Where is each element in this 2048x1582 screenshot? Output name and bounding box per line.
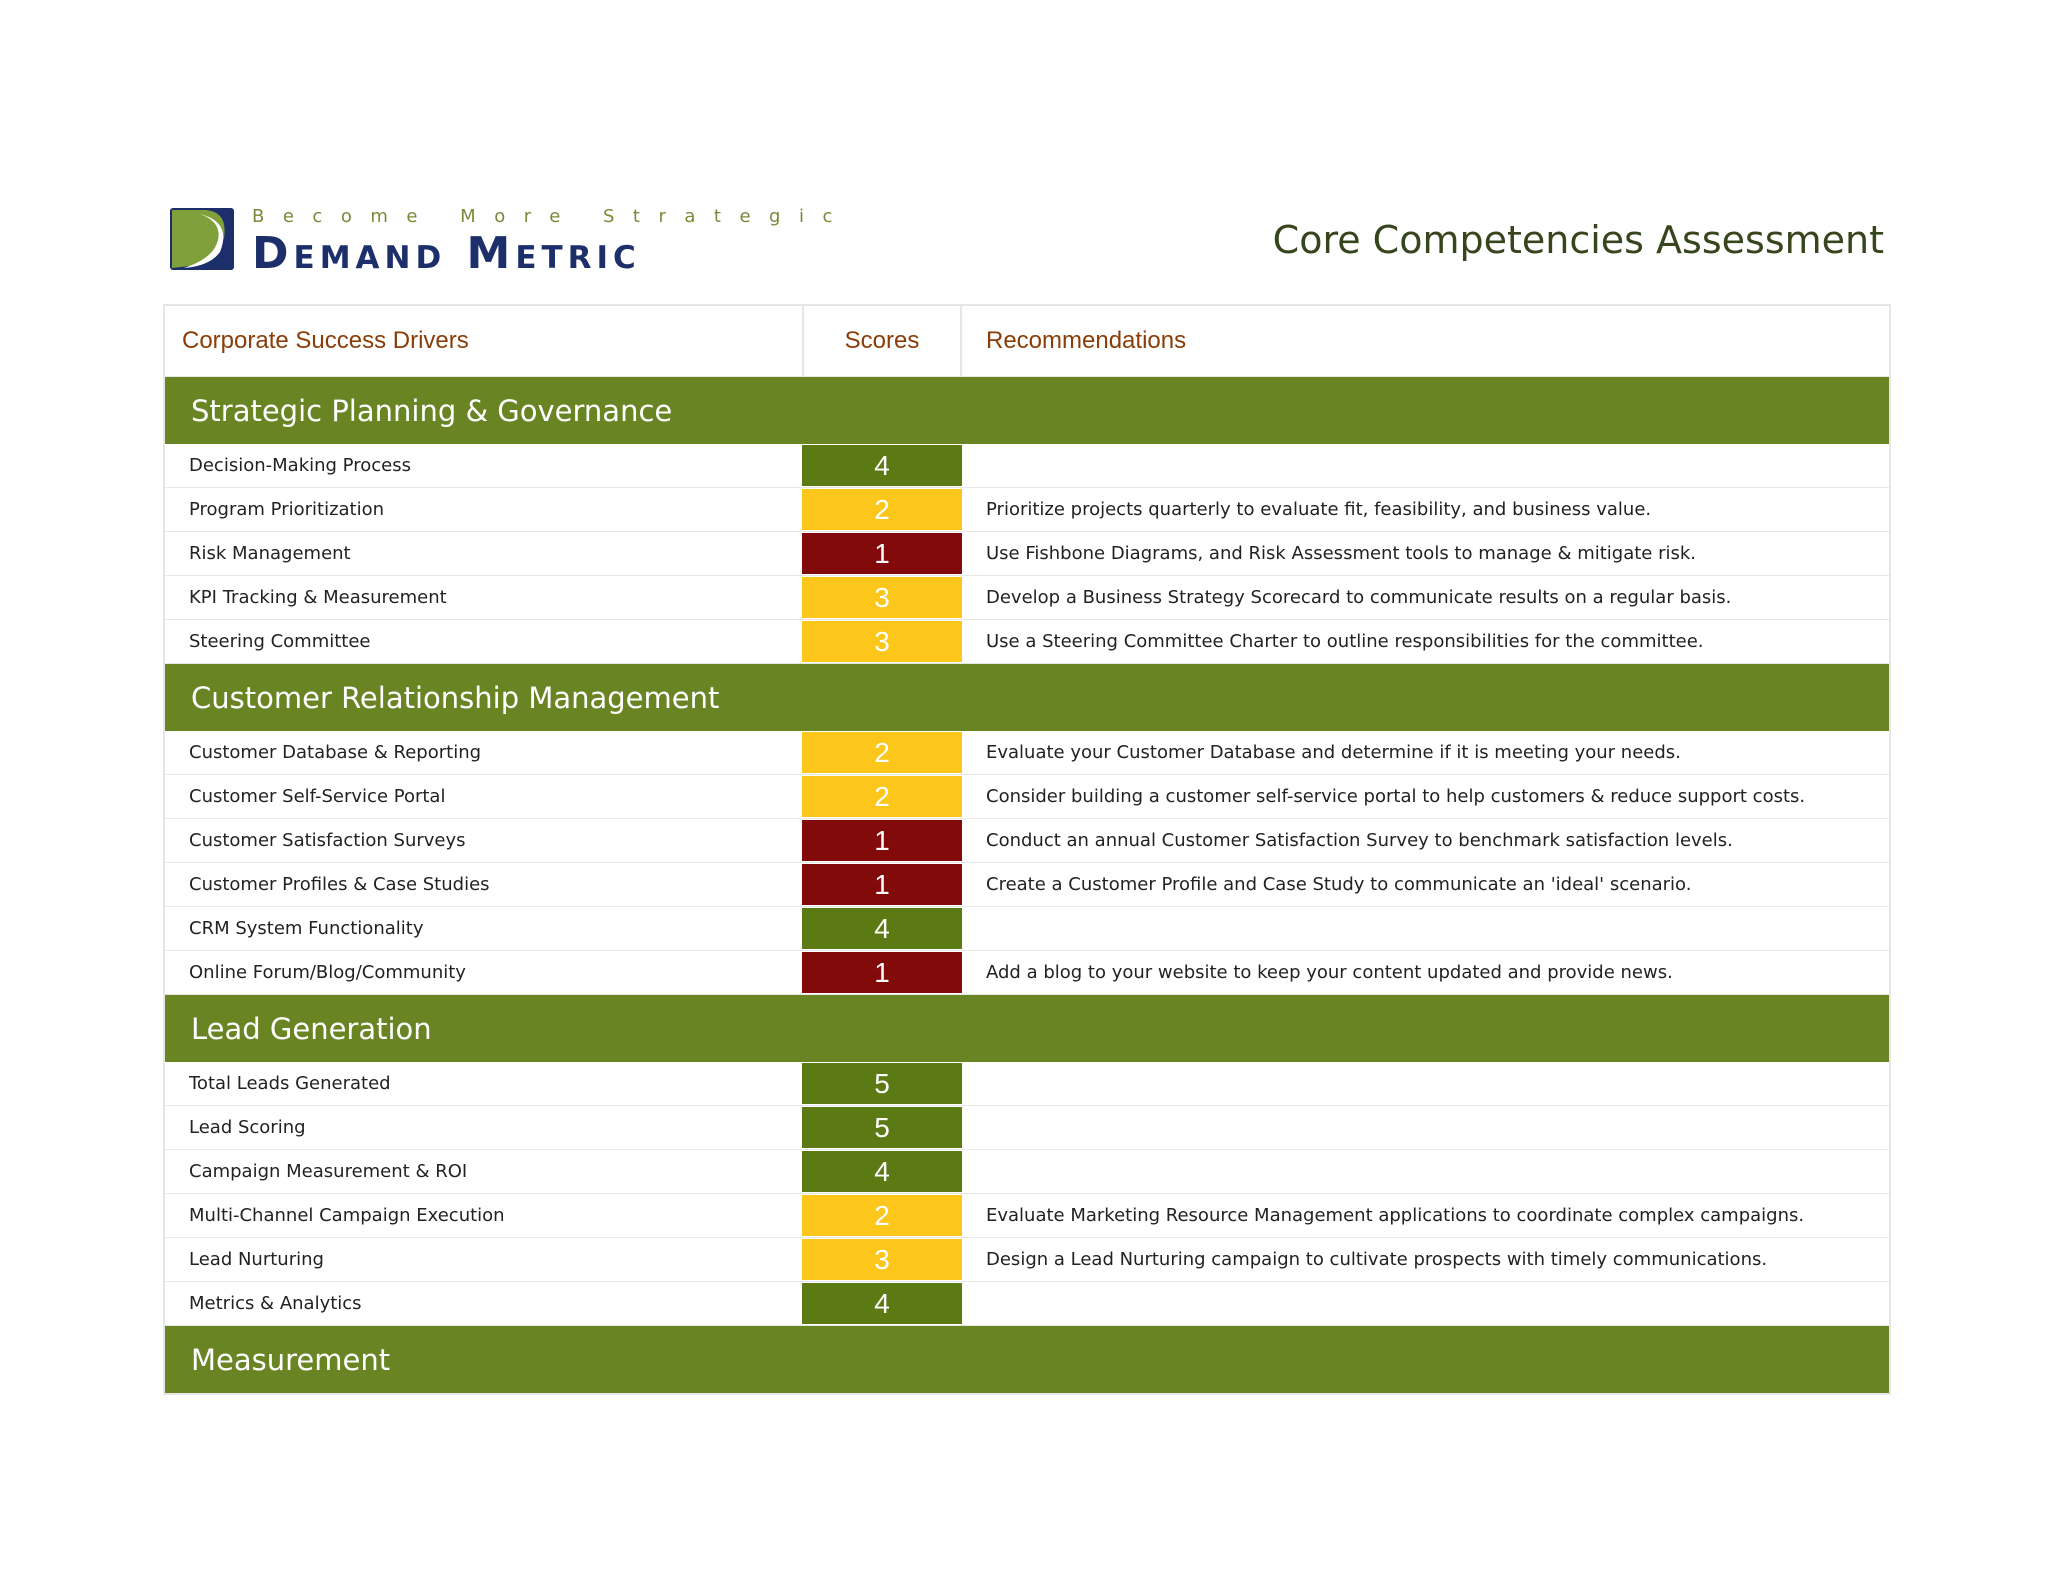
driver-cell: Customer Database & Reporting: [189, 742, 482, 763]
driver-cell: Risk Management: [189, 543, 351, 564]
driver-cell: Total Leads Generated: [189, 1073, 391, 1094]
score-cell: 2: [802, 1194, 962, 1237]
score-cell: 4: [802, 1150, 962, 1193]
score-cell: 1: [802, 951, 962, 994]
driver-cell: Online Forum/Blog/Community: [189, 962, 466, 983]
section-header: Customer Relationship Management: [165, 664, 1889, 731]
logo-tagline: Become More Strategic: [252, 206, 851, 227]
recommendation-cell: Develop a Business Strategy Scorecard to communicate results on a regular basis.: [986, 587, 1732, 608]
driver-cell: Program Prioritization: [189, 499, 385, 520]
score-cell: 2: [802, 731, 962, 774]
driver-cell: Campaign Measurement & ROI: [189, 1161, 468, 1182]
driver-cell: Lead Nurturing: [189, 1249, 324, 1270]
recommendation-cell: Use Fishbone Diagrams, and Risk Assessment tools to manage & mitigate risk.: [986, 543, 1697, 564]
table-row: [165, 532, 1889, 576]
score-cell: 4: [802, 907, 962, 950]
table-row: [165, 488, 1889, 532]
driver-cell: Customer Satisfaction Surveys: [189, 830, 466, 851]
recommendation-cell: Consider building a customer self-service portal to help customers & reduce support costs.: [986, 786, 1806, 807]
driver-cell: Steering Committee: [189, 631, 371, 652]
recommendation-cell: Prioritize projects quarterly to evaluate fit, feasibility, and business value.: [986, 499, 1652, 520]
score-cell: 5: [802, 1106, 962, 1149]
score-cell: 1: [802, 819, 962, 862]
assessment-table: [163, 304, 1891, 1395]
table-header: [165, 306, 1889, 377]
recommendation-cell: Evaluate your Customer Database and determine if it is meeting your needs.: [986, 742, 1681, 763]
recommendation-cell: Use a Steering Committee Charter to outline responsibilities for the committee.: [986, 631, 1704, 652]
driver-cell: CRM System Functionality: [189, 918, 424, 939]
recommendation-cell: [962, 1150, 1889, 1193]
column-header-recommendations: Recommendations: [986, 327, 1187, 354]
table-row: [165, 1282, 1889, 1326]
score-cell: 1: [802, 863, 962, 906]
recommendation-cell: [962, 1062, 1889, 1105]
page-title: Core Competencies Assessment: [1272, 218, 1884, 262]
score-cell: 3: [802, 576, 962, 619]
recommendation-cell: Add a blog to your website to keep your content updated and provide news.: [986, 962, 1673, 983]
recommendation-cell: Create a Customer Profile and Case Study to communicate an 'ideal' scenario.: [986, 874, 1692, 895]
driver-cell: KPI Tracking & Measurement: [189, 587, 447, 608]
table-row: [165, 819, 1889, 863]
score-cell: 3: [802, 1238, 962, 1281]
driver-cell: Customer Self-Service Portal: [189, 786, 446, 807]
driver-cell: Lead Scoring: [189, 1117, 306, 1138]
table-row: [165, 731, 1889, 775]
score-cell: 5: [802, 1062, 962, 1105]
section-header: Strategic Planning & Governance: [165, 377, 1889, 444]
demand-metric-logo: [170, 202, 851, 282]
logo-brand-name: Demand Metric: [252, 228, 641, 279]
recommendation-cell: Conduct an annual Customer Satisfaction Survey to benchmark satisfaction levels.: [986, 830, 1733, 851]
driver-cell: Decision-Making Process: [189, 455, 411, 476]
recommendation-cell: [962, 1106, 1889, 1149]
table-row: [165, 775, 1889, 819]
table-row: [165, 576, 1889, 620]
score-cell: 1: [802, 532, 962, 575]
driver-cell: Customer Profiles & Case Studies: [189, 874, 490, 895]
table-row: [165, 1106, 1889, 1150]
table-row: [165, 444, 1889, 488]
score-cell: 4: [802, 444, 962, 487]
recommendation-cell: Evaluate Marketing Resource Management applications to coordinate complex campaigns.: [986, 1205, 1805, 1226]
table-row: [165, 951, 1889, 995]
section-header: Measurement: [165, 1326, 1889, 1393]
driver-cell: Multi-Channel Campaign Execution: [189, 1205, 505, 1226]
table-row: [165, 907, 1889, 951]
recommendation-cell: [962, 444, 1889, 487]
table-row: [165, 1238, 1889, 1282]
recommendation-cell: [962, 907, 1889, 950]
score-cell: 2: [802, 488, 962, 531]
recommendation-cell: [962, 1282, 1889, 1325]
column-header-drivers: Corporate Success Drivers: [182, 327, 469, 354]
table-body: [165, 377, 1889, 1393]
driver-cell: Metrics & Analytics: [189, 1293, 362, 1314]
table-row: [165, 1150, 1889, 1194]
score-cell: 4: [802, 1282, 962, 1325]
score-cell: 3: [802, 620, 962, 663]
recommendation-cell: Design a Lead Nurturing campaign to cultivate prospects with timely communications.: [986, 1249, 1768, 1270]
logo-mark-icon: [170, 208, 234, 270]
section-header: Lead Generation: [165, 995, 1889, 1062]
column-header-scores: Scores: [802, 306, 962, 376]
score-cell: 2: [802, 775, 962, 818]
table-row: [165, 1194, 1889, 1238]
table-row: [165, 863, 1889, 907]
table-row: [165, 1062, 1889, 1106]
table-row: [165, 620, 1889, 664]
